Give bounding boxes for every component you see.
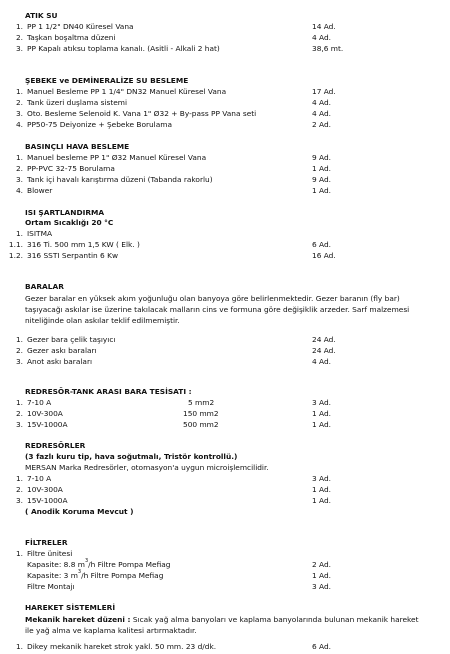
item-text: PP50-75 Deiyonize + Şebeke Borulama: [27, 120, 172, 129]
item-text: 316 SSTI Serpantin 6 Kw: [27, 251, 118, 260]
item-number: 1.: [15, 22, 23, 31]
item-number: 1.: [15, 642, 23, 651]
item-quantity: 2 Ad.: [312, 560, 332, 569]
item-text: Kapasite: 8.8 $m^3/h$ Filtre Pompa Mefiag: [27, 558, 171, 569]
item-quantity: 6 Ad.: [312, 642, 332, 651]
item-number: 2.: [15, 409, 23, 418]
item-quantity: 24 Ad.: [312, 346, 336, 355]
item-text: 316 Ti. 500 mm 1,5 KW ( Elk. ): [27, 240, 140, 249]
section-title-isi: ISI ŞARTLANDIRMA: [25, 208, 105, 217]
item-quantity: 3 Ad.: [312, 582, 332, 591]
item-quantity: 4 Ad.: [312, 357, 332, 366]
section-note: MERSAN Marka Redresörler, otomasyon'a uygun microişlemcilidir.: [25, 463, 269, 472]
item-quantity: 1 Ad.: [312, 571, 332, 580]
item-text: Tank içi havalı karıştırma düzeni (Tabanda rakorlu): [27, 175, 213, 184]
item-quantity: 3 Ad.: [312, 398, 332, 407]
item-quantity: 1 Ad.: [312, 496, 332, 505]
section-footer-note: ( Anodik Koruma Mevcut ): [25, 507, 134, 516]
list-item: [0, 121, 450, 132]
list-item: [0, 643, 450, 654]
item-quantity: 1 Ad.: [312, 409, 332, 418]
list-item: [0, 187, 450, 198]
item-quantity: 3 Ad.: [312, 474, 332, 483]
item-text: PP-PVC 32-75 Borulama: [27, 164, 115, 173]
item-quantity: 6 Ad.: [312, 240, 332, 249]
item-section-area: 5 mm2: [188, 398, 215, 407]
item-text: Anot askı baraları: [27, 357, 93, 366]
item-quantity: 16 Ad.: [312, 251, 336, 260]
item-quantity: 24 Ad.: [312, 335, 336, 344]
item-text: Gezer askı baraları: [27, 346, 97, 355]
list-item: [0, 176, 450, 187]
item-number: 3.: [15, 357, 23, 366]
item-number: 4.: [15, 120, 23, 129]
item-number: 2.: [15, 346, 23, 355]
list-item: [0, 421, 450, 432]
item-quantity: 4 Ad.: [312, 33, 332, 42]
item-number: 1.: [15, 87, 23, 96]
item-text: Manuel Besleme PP 1 1/4" DN32 Manuel Küresel Vana: [27, 87, 227, 96]
item-text: 15V-1000A: [27, 496, 68, 505]
item-text: 7-10 A: [27, 398, 52, 407]
item-number: 3.: [15, 496, 23, 505]
item-quantity: 9 Ad.: [312, 153, 332, 162]
item-text: Manuel besleme PP 1" Ø32 Manuel Küresel Vana: [27, 153, 207, 162]
section-title-atik-su: ATIK SU: [25, 11, 58, 20]
item-text: 7-10 A: [27, 474, 52, 483]
item-text: ISITMA: [27, 229, 52, 238]
item-text: PP Kapalı atıksu toplama kanalı. (Asitli - Alkali 2 hat): [27, 44, 220, 53]
item-quantity: 14 Ad.: [312, 22, 336, 31]
item-text: 10V-300A: [27, 485, 63, 494]
item-number: 1.2.: [8, 251, 23, 260]
item-quantity: 4 Ad.: [312, 98, 332, 107]
section-subtitle-redresorler: (3 fazlı kuru tip, hava soğutmalı, Tristör kontrollü.): [25, 452, 238, 461]
section-title-filtreler: FİLTRELER: [25, 538, 68, 547]
list-item: [0, 583, 450, 594]
item-number: 1.: [15, 229, 23, 238]
item-number: 1.: [15, 335, 23, 344]
item-number: 3.: [15, 420, 23, 429]
item-number: 2.: [15, 164, 23, 173]
section-title-sebeke: ŞEBEKE ve DEMİNERALİZE SU BESLEME: [25, 76, 189, 85]
item-number: 1.: [15, 549, 23, 558]
item-text: Oto. Besleme Selenoid K. Vana 1" Ø32 + By-pass PP Vana seti: [27, 109, 257, 118]
item-text: Taşkan boşaltma düzeni: [27, 33, 116, 42]
item-text: Kapasite: 3 $m^3/h$ Filtre Pompa Mefiag: [27, 569, 164, 580]
item-quantity: 9 Ad.: [312, 175, 332, 184]
item-number: 1.: [15, 398, 23, 407]
item-quantity: 17 Ad.: [312, 87, 336, 96]
item-text: Gezer bara çelik taşıyıcı: [27, 335, 116, 344]
item-text: 15V-1000A: [27, 420, 68, 429]
item-text: Dikey mekanik hareket strok yakl. 50 mm. 23 d/dk.: [27, 642, 217, 651]
section-title-baralar: BARALAR: [25, 282, 64, 291]
item-text: Tank üzeri duşlama sistemi: [27, 98, 128, 107]
item-text: Filtre Montajı: [27, 582, 75, 591]
item-number: 1.: [15, 153, 23, 162]
item-text: Blower: [27, 186, 53, 195]
item-number: 4.: [15, 186, 23, 195]
section-title-hareket: HAREKET SİSTEMLERİ: [25, 603, 116, 612]
item-quantity: 1 Ad.: [312, 485, 332, 494]
list-item: [0, 399, 450, 410]
item-text: 10V-300A: [27, 409, 63, 418]
section-paragraph: Gezer baralar en yüksek akım yoğunluğu olan banyoya göre belirlenmektedir. Gezer baranın (fly bar) taşıyacağı askılar ise üzerine takılacak malların cins ve formuna göre değişiklik arzeder. Sarf malzemesi niteliğinde olan askılar teklif edilmemiştir.: [25, 294, 410, 325]
section-title-redresorler: REDRESÖRLER: [25, 441, 86, 450]
item-text: PP 1 1/2" DN40 Küresel Vana: [27, 22, 134, 31]
item-quantity: 1 Ad.: [312, 186, 332, 195]
item-number: 3.: [15, 109, 23, 118]
section-subtitle-isi: Ortam Sıcaklığı 20 °C: [25, 218, 114, 227]
item-number: 1.: [15, 474, 23, 483]
list-item: [0, 475, 450, 486]
item-quantity: 38,6 mt.: [312, 44, 344, 53]
item-number: 2.: [15, 33, 23, 42]
item-section-area: 500 mm2: [183, 420, 219, 429]
section-paragraph: Mekanik hareket düzeni : Sıcak yağ alma banyoları ve kaplama banyolarında bulunan mekanik hareket ile yağ alma ve kaplama kalitesi artırmaktadır.: [25, 615, 419, 635]
item-number: 3.: [15, 44, 23, 53]
item-text: Filtre ünitesi: [27, 549, 73, 558]
item-number: 3.: [15, 175, 23, 184]
item-section-area: 150 mm2: [183, 409, 219, 418]
item-quantity: 1 Ad.: [312, 164, 332, 173]
list-item: [0, 358, 450, 369]
item-quantity: 2 Ad.: [312, 120, 332, 129]
item-number: 2.: [15, 98, 23, 107]
item-number: 1.1.: [8, 240, 23, 249]
item-quantity: 4 Ad.: [312, 109, 332, 118]
item-number: 2.: [15, 485, 23, 494]
section-title-redresor-tank: REDRESÖR-TANK ARASI BARA TESİSATI :: [25, 387, 192, 396]
list-item: [0, 252, 450, 263]
item-quantity: 1 Ad.: [312, 420, 332, 429]
list-item: [0, 45, 450, 56]
section-title-basincli: BASINÇLI HAVA BESLEME: [25, 142, 130, 151]
